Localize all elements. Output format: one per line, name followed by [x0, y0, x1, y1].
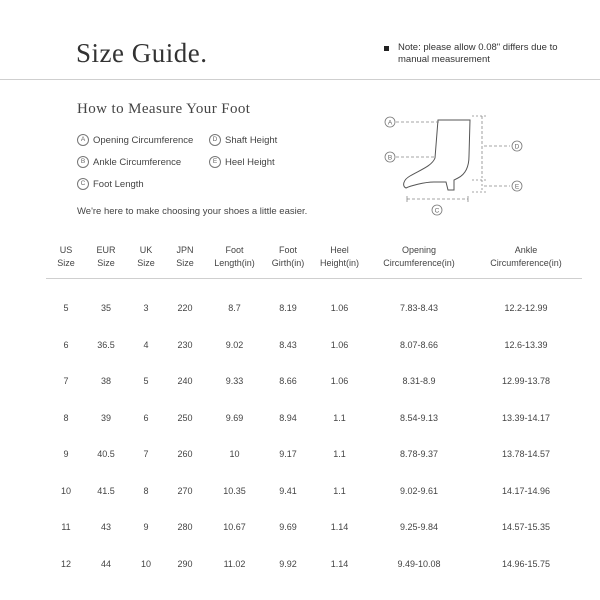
- cell: 11: [61, 522, 71, 533]
- size-table: [46, 244, 582, 582]
- marker-a: A: [387, 119, 393, 127]
- cell: 8.7: [228, 303, 241, 314]
- cell: 1.06: [330, 376, 349, 387]
- table-row: [46, 509, 582, 546]
- marker-e: E: [514, 183, 520, 191]
- cell: 1.14: [330, 522, 349, 533]
- cell: 9.25-9.84: [399, 522, 439, 533]
- boot-diagram-icon: [380, 108, 530, 220]
- cell: 1.14: [330, 558, 349, 569]
- cell: 7: [143, 449, 149, 460]
- cell: 10: [229, 449, 240, 460]
- measure-subtitle: How to Measure Your Foot: [77, 101, 251, 117]
- legend-badge: E: [209, 156, 221, 168]
- legend-badge: C: [77, 178, 89, 190]
- header-heel-height: Heel Height(in): [311, 244, 368, 279]
- cell: 220: [177, 303, 193, 314]
- cell: 43: [100, 522, 111, 533]
- header-foot-girth: Foot Girth(in): [265, 244, 311, 279]
- cell: 9.17: [279, 449, 297, 460]
- legend-badge: A: [77, 134, 89, 146]
- cell: 14.57-15.35: [501, 522, 551, 533]
- cell: 11.02: [223, 558, 246, 569]
- cell: 14.17-14.96: [501, 485, 551, 496]
- cell: 9.33: [225, 376, 244, 387]
- cell: 1.06: [330, 303, 349, 314]
- cell: 9.49-10.08: [397, 558, 441, 569]
- legend-label: Ankle Circumference: [93, 157, 182, 168]
- cell: 260: [177, 449, 193, 460]
- header-ankle-circumference: Ankle Circumference(in): [470, 244, 582, 279]
- page-title: Size Guide.: [76, 38, 208, 68]
- cell: 38: [100, 376, 111, 387]
- cell: 5: [143, 376, 149, 387]
- legend-label: Shaft Height: [225, 135, 278, 146]
- cell: 9: [63, 449, 69, 460]
- cell: 5: [63, 303, 69, 314]
- cell: 8: [143, 485, 149, 496]
- cell: 10.67: [223, 522, 246, 533]
- cell: 12: [60, 558, 71, 569]
- marker-d: D: [514, 143, 520, 151]
- cell: 9.41: [279, 485, 297, 496]
- cell: 290: [177, 558, 193, 569]
- table-row: [46, 400, 582, 437]
- cell: 41.5: [97, 485, 115, 496]
- boot-outline: [404, 120, 470, 190]
- cell: 240: [177, 376, 193, 387]
- cell: 9.02-9.61: [399, 485, 439, 496]
- table-row: [46, 279, 582, 327]
- cell: 7: [63, 376, 69, 387]
- cell: 10: [140, 558, 151, 569]
- cell: 12.99-13.78: [501, 376, 551, 387]
- cell: 13.78-14.57: [501, 449, 551, 460]
- cell: 44: [100, 558, 111, 569]
- table-header-row: [46, 244, 582, 279]
- legend-badge: B: [77, 156, 89, 168]
- cell: 250: [177, 412, 193, 423]
- cell: 8.54-9.13: [399, 412, 439, 423]
- cell: 4: [143, 339, 149, 350]
- cell: 9.69: [225, 412, 244, 423]
- cell: 8.31-8.9: [402, 376, 436, 387]
- cell: 10.35: [223, 485, 246, 496]
- table-row: [46, 473, 582, 510]
- table-row: [46, 327, 582, 364]
- legend-label: Opening Circumference: [93, 135, 194, 146]
- table-row: [46, 546, 582, 583]
- note-text: Note: please allow 0.08" differs due to manual measurement: [398, 42, 558, 65]
- bullet-icon: [384, 46, 389, 51]
- cell: 8.19: [279, 303, 297, 314]
- cell: 36.5: [97, 339, 115, 350]
- cell: 1.1: [333, 449, 346, 460]
- cell: 1.06: [330, 339, 349, 350]
- cell: 8.07-8.66: [399, 339, 439, 350]
- header-jpn-size: JPN Size: [166, 244, 204, 279]
- legend-label: Heel Height: [225, 157, 275, 168]
- cell: 3: [143, 303, 149, 314]
- cell: 1.1: [333, 412, 346, 423]
- table-row: [46, 436, 582, 473]
- cell: 9.69: [279, 522, 297, 533]
- cell: 280: [177, 522, 193, 533]
- tagline: We're here to make choosing your shoes a little easier.: [77, 206, 308, 217]
- cell: 270: [177, 485, 193, 496]
- cell: 9.02: [225, 339, 244, 350]
- cell: 12.6-13.39: [504, 339, 548, 350]
- cell: 14.96-15.75: [501, 558, 551, 569]
- cell: 8: [63, 412, 69, 423]
- cell: 8.94: [279, 412, 297, 423]
- cell: 1.1: [333, 485, 346, 496]
- marker-b: B: [387, 154, 393, 162]
- cell: 39: [100, 412, 111, 423]
- cell: 40.5: [97, 449, 115, 460]
- cell: 35: [100, 303, 111, 314]
- cell: 8.78-9.37: [399, 449, 439, 460]
- header-divider: [0, 79, 600, 80]
- cell: 13.39-14.17: [501, 412, 551, 423]
- cell: 10: [60, 485, 71, 496]
- header-foot-length: Foot Length(in): [204, 244, 265, 279]
- cell: 9: [143, 522, 149, 533]
- header-us-size: US Size: [46, 244, 86, 279]
- header-eur-size: EUR Size: [86, 244, 126, 279]
- cell: 7.83-8.43: [399, 303, 439, 314]
- legend-label: Foot Length: [93, 179, 144, 190]
- cell: 6: [143, 412, 149, 423]
- table-row: [46, 363, 582, 400]
- cell: 8.66: [279, 376, 297, 387]
- cell: 12.2-12.99: [504, 303, 548, 314]
- header-uk-size: UK Size: [126, 244, 166, 279]
- cell: 9.92: [279, 558, 297, 569]
- header-opening-circumference: Opening Circumference(in): [368, 244, 470, 279]
- cell: 6: [63, 339, 69, 350]
- cell: 8.43: [279, 339, 297, 350]
- legend-badge: D: [209, 134, 221, 146]
- marker-c: C: [434, 207, 440, 215]
- cell: 230: [177, 339, 193, 350]
